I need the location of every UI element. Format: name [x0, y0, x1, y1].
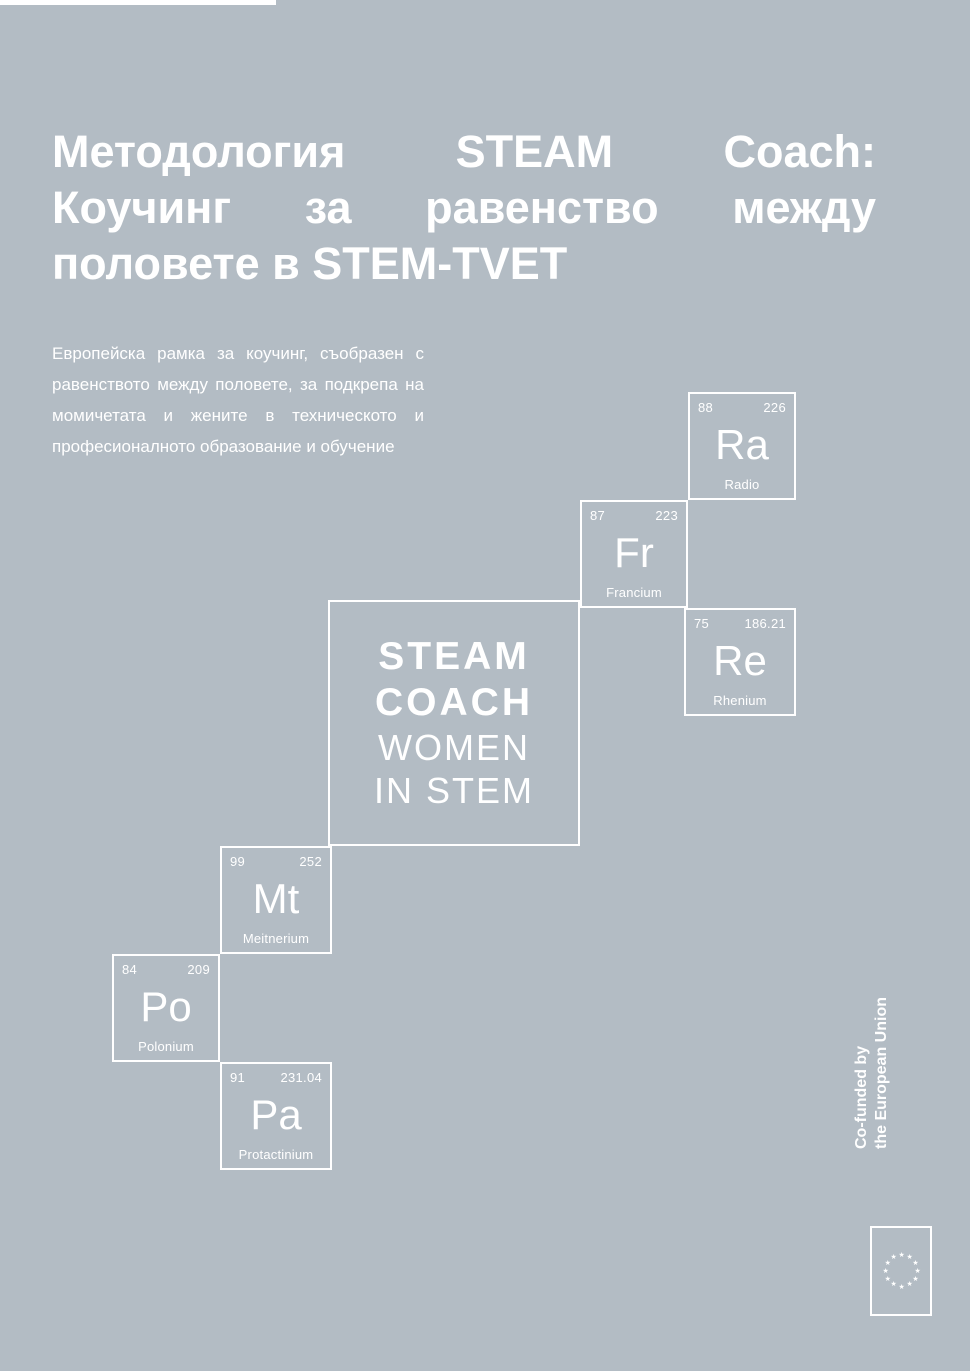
element-mass: 209: [187, 962, 210, 977]
element-name: Radio: [724, 477, 760, 492]
element-name: Francium: [606, 585, 662, 600]
element-mass: 223: [655, 508, 678, 523]
brand-line-3: WOMEN: [378, 727, 530, 768]
element-number: 87: [590, 508, 606, 523]
element-tile-po: [112, 954, 220, 1062]
element-tile-mt-header: [230, 854, 322, 869]
element-tile-pa-header: [230, 1070, 322, 1085]
eu-funding-line-1: Co-funded by: [853, 1045, 870, 1149]
eu-star: ★: [890, 1253, 897, 1261]
element-number: 99: [230, 854, 246, 869]
element-symbol: Fr: [614, 529, 654, 577]
eu-star: ★: [884, 1275, 891, 1283]
element-number: 88: [698, 400, 714, 415]
element-name: Polonium: [138, 1039, 194, 1054]
element-tile-re-header: [694, 616, 786, 631]
page-subtitle: Европейска рамка за коучинг, съобразен с равенството между половете, за подкрепа на момичетата и жените в техническото и професионалното образование и обучение: [52, 344, 424, 456]
brand-line-1: STEAM: [378, 635, 530, 678]
element-tile-ra: [688, 392, 796, 500]
eu-star: ★: [884, 1259, 891, 1267]
element-mass: 226: [763, 400, 786, 415]
element-tile-po-header: [122, 962, 210, 977]
element-mass: 186.21: [744, 616, 786, 631]
element-tile-ra-header: [698, 400, 786, 415]
element-symbol: Po: [140, 983, 192, 1031]
eu-star: ★: [890, 1281, 897, 1289]
element-number: 91: [230, 1070, 246, 1085]
element-tile-pa: [220, 1062, 332, 1170]
eu-funding-line-2: the European Union: [873, 997, 890, 1149]
element-tile-fr: [580, 500, 688, 608]
page-title-line-2: Коучинг за равенство между: [52, 182, 876, 233]
eu-star: ★: [906, 1281, 913, 1289]
page-title-line-3: половете в STEM-TVET: [52, 238, 568, 289]
element-name: Rhenium: [713, 693, 767, 708]
element-number: 75: [694, 616, 710, 631]
element-symbol: Re: [713, 637, 767, 685]
element-tile-fr-header: [590, 508, 678, 523]
eu-star: ★: [914, 1267, 921, 1275]
element-mass: 252: [299, 854, 322, 869]
eu-star: ★: [898, 1283, 905, 1291]
element-number: 84: [122, 962, 138, 977]
element-symbol: Pa: [250, 1091, 302, 1139]
element-tile-re: [684, 608, 796, 716]
element-name: Meitnerium: [242, 931, 310, 946]
eu-star: ★: [898, 1251, 905, 1259]
brand-line-2: COACH: [375, 681, 533, 724]
eu-star: ★: [912, 1259, 919, 1267]
element-tile-mt: [220, 846, 332, 954]
eu-funding-statement: [853, 959, 932, 1149]
brand-line-4: IN STEM: [373, 770, 534, 811]
eu-flag-icon: [870, 1226, 932, 1316]
element-symbol: Ra: [715, 421, 769, 469]
eu-star: ★: [912, 1275, 919, 1283]
eu-star: ★: [882, 1267, 889, 1275]
element-symbol: Mt: [252, 875, 300, 923]
eu-stars: [879, 1249, 923, 1293]
element-mass: 231.04: [280, 1070, 322, 1085]
top-strip: [0, 0, 276, 5]
brand-logo: [328, 600, 580, 846]
element-name: Protactinium: [238, 1147, 314, 1162]
page-title-line-1: Методология STEAM Coach:: [52, 126, 876, 177]
eu-star: ★: [906, 1253, 913, 1261]
page-title: [52, 124, 876, 292]
